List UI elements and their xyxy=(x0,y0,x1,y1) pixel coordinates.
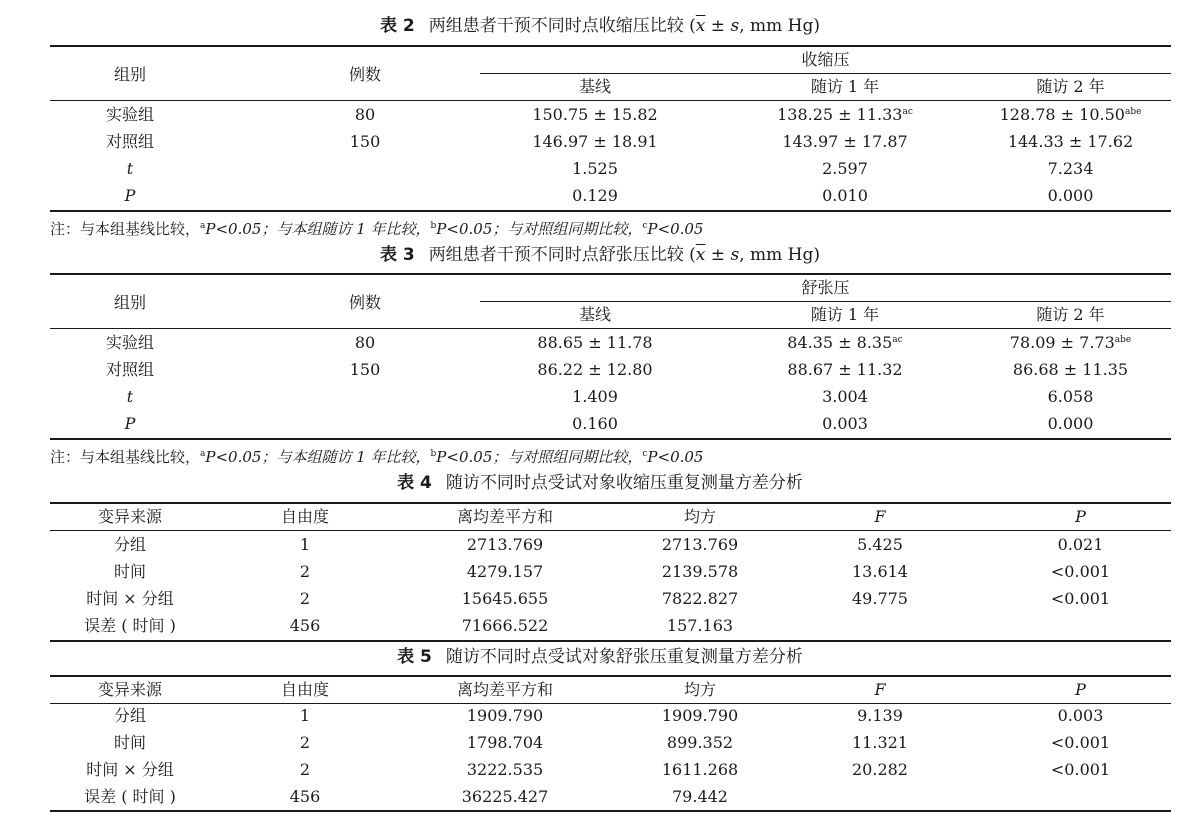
row-label: 对照组 xyxy=(105,132,154,151)
row-value-2y: 7.234 xyxy=(1047,159,1094,178)
footnote-text: P<0.05；与本组随访 1 年比较， xyxy=(205,220,431,238)
row-label: 实验组 xyxy=(105,333,154,352)
footnote-text: 注：与本组基线比较， xyxy=(50,220,201,238)
row-value-baseline: 146.97 ± 18.91 xyxy=(532,132,658,151)
table2-subheader-row xyxy=(50,74,1171,100)
row-df: 2 xyxy=(299,562,311,581)
row-value-baseline: 86.22 ± 12.80 xyxy=(537,360,653,379)
table4-header-rule xyxy=(50,530,1171,531)
table2-bottom-rule xyxy=(50,210,1171,212)
table-row xyxy=(50,411,1171,437)
row-ms: 1611.268 xyxy=(661,760,739,779)
table4-caption xyxy=(0,471,1200,495)
value-text: 84.35 ± 8.35 xyxy=(787,333,893,352)
row-cases: 80 xyxy=(354,333,376,352)
row-ss: 2713.769 xyxy=(466,535,544,554)
header-ms: 均方 xyxy=(683,680,716,699)
table-row xyxy=(50,129,1171,155)
row-f: 13.614 xyxy=(852,562,908,581)
table4-number: 表 4 xyxy=(397,473,432,493)
table-row xyxy=(50,757,1171,783)
row-value-2y: 86.68 ± 11.35 xyxy=(1012,360,1129,379)
footnote-mark: b xyxy=(430,221,437,231)
table3-number: 表 3 xyxy=(380,245,415,265)
row-df: 456 xyxy=(289,787,321,806)
row-ms: 2713.769 xyxy=(661,535,739,554)
row-value-2y: 144.33 ± 17.62 xyxy=(1007,132,1134,151)
row-value-2y: 0.000 xyxy=(1047,414,1094,433)
row-value-1y: 0.003 xyxy=(822,414,868,433)
table5-bottom-rule xyxy=(50,810,1171,812)
table3-caption xyxy=(0,243,1200,267)
row-source: 时间 × 分组 xyxy=(86,760,174,779)
row-value-2y: 6.058 xyxy=(1047,387,1094,406)
table-row xyxy=(50,102,1171,128)
table2-header-group: 组别 xyxy=(113,65,146,84)
table3-header-span: 舒张压 xyxy=(801,278,850,297)
row-value-1y: 143.97 ± 17.87 xyxy=(782,132,908,151)
table2-header-span: 收缩压 xyxy=(801,50,850,69)
row-f: 11.321 xyxy=(852,733,908,752)
table3-header-cases: 例数 xyxy=(348,293,381,312)
header-df: 自由度 xyxy=(280,507,329,526)
table3-unit: , mm Hg) xyxy=(739,245,820,265)
row-ms: 79.442 xyxy=(672,787,728,806)
row-f: 5.425 xyxy=(857,535,903,554)
row-f: 9.139 xyxy=(857,706,903,725)
row-label: 对照组 xyxy=(105,360,154,379)
footnote-text: P<0.05；与对照组同期比较， xyxy=(436,220,643,238)
table-row xyxy=(50,586,1171,612)
row-value-baseline: 1.525 xyxy=(572,159,618,178)
footnote-mark: a xyxy=(200,449,206,459)
table-row xyxy=(50,784,1171,810)
row-p: <0.001 xyxy=(1050,760,1111,779)
table2-subheader-2y: 随访 2 年 xyxy=(1036,77,1105,96)
row-ss: 15645.655 xyxy=(461,589,549,608)
table-row xyxy=(50,730,1171,756)
table5-caption xyxy=(0,645,1200,669)
row-p: <0.001 xyxy=(1050,589,1111,608)
table5-title: 随访不同时点受试对象舒张压重复测量方差分析 xyxy=(445,647,803,667)
table-row xyxy=(50,613,1171,639)
row-value-1y xyxy=(740,102,950,128)
table2-title: 两组患者干预不同时点收缩压比较 ( xyxy=(428,16,696,36)
table3-title: 两组患者干预不同时点舒张压比较 ( xyxy=(428,245,696,265)
row-ms: 2139.578 xyxy=(661,562,739,581)
row-label: P xyxy=(124,186,136,205)
row-ms: 1909.790 xyxy=(661,706,739,725)
table-row xyxy=(50,183,1171,209)
row-value-2y xyxy=(970,102,1171,128)
table2-header-cases: 例数 xyxy=(348,65,381,84)
row-f: 49.775 xyxy=(852,589,908,608)
row-source: 时间 xyxy=(113,733,146,752)
row-value-baseline: 1.409 xyxy=(572,387,618,406)
row-ms: 157.163 xyxy=(666,616,734,635)
table3-subheader-1y: 随访 1 年 xyxy=(810,305,880,324)
table2-unit: , mm Hg) xyxy=(739,16,820,36)
footnote-text: P<0.05 xyxy=(647,448,704,466)
table2-mean-symbol: $\overline{x}$ xyxy=(695,16,706,36)
row-source: 误差 ( 时间 ) xyxy=(84,616,176,635)
row-source: 分组 xyxy=(113,535,146,554)
header-p: P xyxy=(1075,507,1086,526)
table3-subheader-2y: 随访 2 年 xyxy=(1036,305,1105,324)
table5-header-row xyxy=(50,677,1171,703)
row-ss: 3222.535 xyxy=(466,760,544,779)
header-ss: 离均差平方和 xyxy=(456,680,553,699)
header-ss: 离均差平方和 xyxy=(456,507,553,526)
row-p: 0.003 xyxy=(1057,706,1104,725)
row-value-baseline: 0.129 xyxy=(572,186,618,205)
table4-title: 随访不同时点受试对象收缩压重复测量方差分析 xyxy=(445,473,803,493)
table3-subheader-row xyxy=(50,302,1171,328)
row-df: 2 xyxy=(299,760,311,779)
footnote-mark: a xyxy=(200,221,206,231)
footnote-text: P<0.05 xyxy=(647,220,704,238)
row-source: 时间 × 分组 xyxy=(86,589,174,608)
header-f: F xyxy=(874,507,886,526)
table3-header-rule xyxy=(50,328,1171,329)
header-source: 变异来源 xyxy=(97,507,162,526)
row-label: t xyxy=(126,387,134,406)
table3-bottom-rule xyxy=(50,438,1171,440)
table2-header-rule xyxy=(50,100,1171,101)
value-text: 88.65 ± 11.78 xyxy=(537,333,653,352)
table3-footnote xyxy=(50,443,703,468)
table3-mean-symbol: $\overline{x}$ xyxy=(695,245,706,265)
row-source: 分组 xyxy=(113,706,146,725)
footnote-text: P<0.05；与对照组同期比较， xyxy=(436,448,643,466)
header-p: P xyxy=(1075,680,1086,699)
table2-pm: ± xyxy=(705,16,731,36)
table-row xyxy=(50,532,1171,558)
table2-subheader-1y: 随访 1 年 xyxy=(810,77,880,96)
row-p: 0.021 xyxy=(1057,535,1104,554)
row-value-2y: 0.000 xyxy=(1047,186,1094,205)
row-value-1y: 88.67 ± 11.32 xyxy=(787,360,903,379)
row-value-2y xyxy=(970,330,1171,356)
table2-caption xyxy=(0,14,1200,38)
row-ss: 1798.704 xyxy=(466,733,544,752)
significance-mark: abe xyxy=(1124,107,1142,117)
header-ms: 均方 xyxy=(683,507,716,526)
row-value-baseline xyxy=(490,330,700,356)
footnote-mark: b xyxy=(430,449,437,459)
significance-mark: abe xyxy=(1114,335,1132,345)
row-ms: 899.352 xyxy=(666,733,734,752)
table-row xyxy=(50,156,1171,182)
table2-sd-symbol: s xyxy=(730,16,740,36)
table-row xyxy=(50,384,1171,410)
row-ss: 36225.427 xyxy=(461,787,549,806)
row-ss: 4279.157 xyxy=(466,562,544,581)
row-label: 实验组 xyxy=(105,105,154,124)
table2-subheader-baseline: 基线 xyxy=(578,77,611,96)
row-ms: 7822.827 xyxy=(661,589,739,608)
row-source: 误差 ( 时间 ) xyxy=(84,787,176,806)
row-value-1y: 0.010 xyxy=(822,186,868,205)
row-value-baseline xyxy=(490,102,700,128)
row-cases: 150 xyxy=(349,360,381,379)
header-source: 变异来源 xyxy=(97,680,162,699)
table-row xyxy=(50,559,1171,585)
table3-sd-symbol: s xyxy=(730,245,740,265)
table4-header-row xyxy=(50,504,1171,530)
row-df: 2 xyxy=(299,733,311,752)
row-source: 时间 xyxy=(113,562,146,581)
significance-mark: ac xyxy=(892,335,903,345)
table2-footnote xyxy=(50,215,703,240)
row-value-baseline: 0.160 xyxy=(572,414,618,433)
table3-pm: ± xyxy=(705,245,731,265)
footnote-mark: c xyxy=(642,449,648,459)
row-value-1y: 3.004 xyxy=(822,387,868,406)
table-row xyxy=(50,357,1171,383)
row-value-1y: 2.597 xyxy=(822,159,868,178)
footnote-text: 注：与本组基线比较， xyxy=(50,448,201,466)
row-label: P xyxy=(124,414,136,433)
row-cases: 150 xyxy=(349,132,381,151)
row-ss: 71666.522 xyxy=(461,616,549,635)
footnote-mark: c xyxy=(642,221,648,231)
row-label: t xyxy=(126,159,134,178)
row-df: 1 xyxy=(299,706,311,725)
header-df: 自由度 xyxy=(280,680,329,699)
row-df: 1 xyxy=(299,535,311,554)
table-row xyxy=(50,330,1171,356)
value-text: 138.25 ± 11.33 xyxy=(777,105,903,124)
table3-header-group: 组别 xyxy=(113,293,146,312)
row-f: 20.282 xyxy=(852,760,908,779)
table4-bottom-rule xyxy=(50,640,1171,642)
row-ss: 1909.790 xyxy=(466,706,544,725)
header-f: F xyxy=(874,680,886,699)
table2-number: 表 2 xyxy=(380,16,415,36)
table3-subheader-baseline: 基线 xyxy=(578,305,611,324)
significance-mark: ac xyxy=(902,107,913,117)
row-value-1y xyxy=(740,330,950,356)
table-row xyxy=(50,703,1171,729)
table5-number: 表 5 xyxy=(397,647,432,667)
value-text: 150.75 ± 15.82 xyxy=(532,105,658,124)
row-cases: 80 xyxy=(354,105,376,124)
row-p: <0.001 xyxy=(1050,562,1111,581)
footnote-text: P<0.05；与本组随访 1 年比较， xyxy=(205,448,431,466)
row-df: 2 xyxy=(299,589,311,608)
value-text: 128.78 ± 10.50 xyxy=(999,105,1125,124)
row-p: <0.001 xyxy=(1050,733,1111,752)
row-df: 456 xyxy=(289,616,321,635)
value-text: 78.09 ± 7.73 xyxy=(1009,333,1115,352)
